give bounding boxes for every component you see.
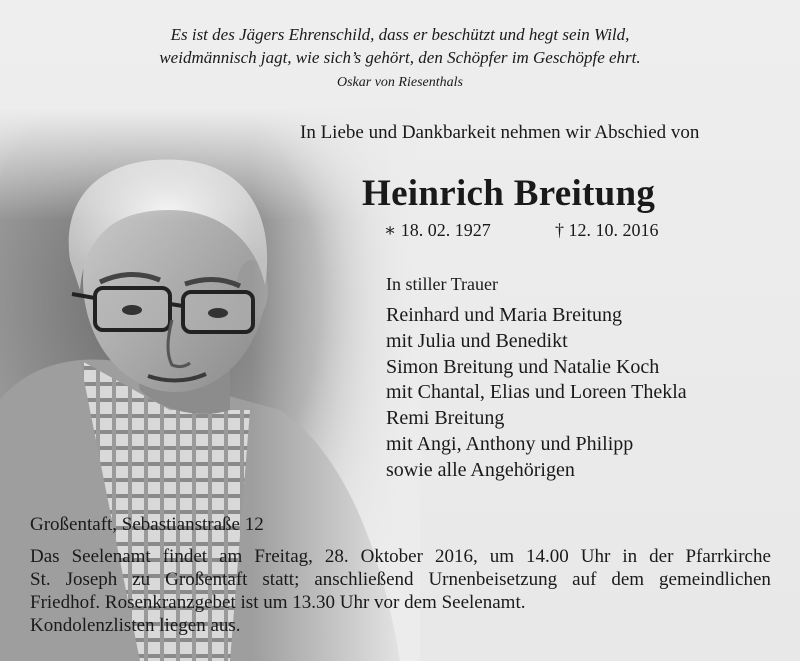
death-date: † 12. 10. 2016 [555,220,659,240]
family-line: sowie alle Angehörigen [386,458,575,481]
service-word: auf [572,569,597,590]
service-word: gemeindlichen [659,569,771,590]
service-word: Oktober [360,546,423,567]
service-word: Pfarrkirche [685,546,771,567]
family-line: Simon Breitung und Natalie Koch [386,355,660,378]
service-details [30,545,771,637]
epigraph-line-1: Es ist des Jägers Ehrenschild, dass er beschützt und hegt sein Wild, [170,25,630,44]
deceased-name: Heinrich Breitung [362,173,656,214]
service-word: zu [132,569,151,590]
service-word: Großentaft [165,569,248,590]
service-word: am [219,546,243,567]
service-word: der [649,546,674,567]
family-line: mit Julia und Benedikt [386,329,568,352]
family-line: mit Chantal, Elias und Loreen Thekla [386,381,687,404]
family-line: mit Angi, Anthony und Philipp [386,432,634,455]
service-line [30,591,771,614]
service-word: um [489,546,514,567]
service-word: anschließend [314,569,414,590]
family-list [386,303,687,484]
farewell-intro: In Liebe und Dankbarkeit nehmen wir Abschied von [300,122,700,143]
service-word: Kondolenzlisten liegen aus. [30,615,241,636]
service-word: dem [611,569,645,590]
family-line: Reinhard und Maria Breitung [386,304,623,326]
mourning-label: In stiller Trauer [386,274,498,294]
service-line [30,545,771,568]
service-word: 28. [324,546,349,567]
service-word: 2016, [434,546,478,567]
epigraph-author: Oskar von Riesenthals [337,75,463,90]
address: Großentaft, Sebastianstraße 12 [30,514,264,535]
service-line [30,568,771,591]
service-word: Urnenbeisetzung [428,569,558,590]
service-word: findet [162,546,208,567]
birth-date: ∗ 18. 02. 1927 [384,220,491,240]
service-word: 14.00 [526,546,569,567]
service-word: Das [30,546,60,567]
family-line: Remi Breitung [386,407,505,430]
epigraph-line-2: weidmännisch jagt, wie sich’s gehört, den Schöpfer im Geschöpfe ehrt. [159,48,641,67]
service-word: St. [30,569,51,590]
service-line [30,614,771,637]
service-word: in [622,546,638,567]
service-word: statt; [262,569,300,590]
service-word: Seelenamt [71,546,151,567]
service-word: Uhr [580,546,611,567]
service-word: Joseph [65,569,118,590]
service-word: Friedhof. Rosenkranzgebet ist um 13.30 Uhr vor dem Seelenamt. [30,592,526,613]
service-word: Freitag, [254,546,313,567]
